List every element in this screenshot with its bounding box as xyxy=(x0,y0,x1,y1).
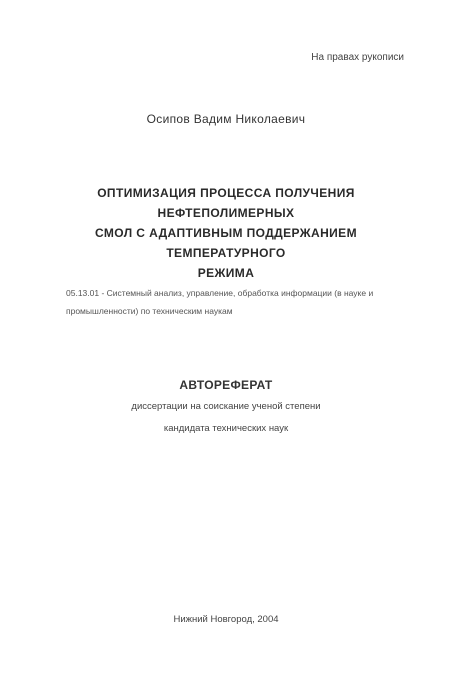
title-line-3: РЕЖИМА xyxy=(197,266,255,280)
title-line-2: СМОЛ С АДАПТИВНЫМ ПОДДЕРЖАНИЕМ ТЕМПЕРАТУРНОГО xyxy=(94,226,357,260)
degree-line-2: кандидата технических наук xyxy=(163,423,289,434)
author-name: Осипов Вадим Николаевич xyxy=(146,112,306,126)
city-year: Нижний Новгород, 2004 xyxy=(173,614,279,625)
degree-line-1: диссертации на соискание ученой степени xyxy=(131,401,321,412)
abstract-label: АВТОРЕФЕРАТ xyxy=(179,378,273,392)
title-line-1: ОПТИМИЗАЦИЯ ПРОЦЕССА ПОЛУЧЕНИЯ НЕФТЕПОЛИМЕРНЫХ xyxy=(97,186,355,220)
manuscript-note: На правах рукописи xyxy=(311,52,404,63)
dissertation-title xyxy=(40,183,412,283)
specialty-code: 05.13.01 - Системный анализ, управление, обработка информации (в науке и промышленности) по техническим наукам xyxy=(66,288,374,316)
